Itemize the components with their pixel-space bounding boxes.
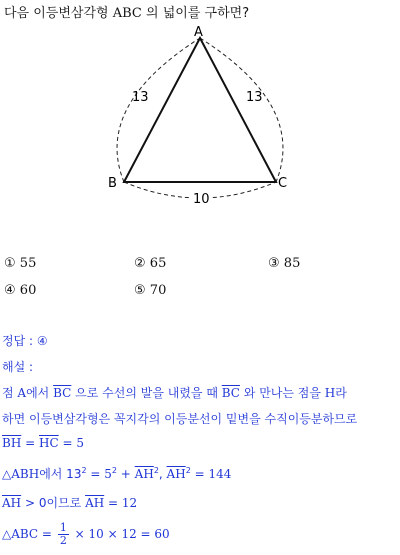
triangle-figure [0, 0, 400, 220]
answer-label: 정답 : ④ [2, 334, 48, 348]
side-ab-label: 13 [132, 90, 149, 105]
explanation-label: 해설 : [2, 360, 34, 374]
solution-line-3: $\overline{BH} = \overline{HC} = 5$ [2, 436, 84, 450]
option-3[interactable]: ③ 85 [268, 256, 301, 271]
option-4[interactable]: ④ 60 [4, 283, 37, 298]
side-ac-label: 13 [246, 90, 263, 105]
option-5[interactable]: ⑤ 70 [134, 283, 167, 298]
triangle-name: ABC [112, 6, 142, 21]
solution-line-2: 하면 이등변삼각형은 꼭지각의 이등분선이 밑변을 수직이등분하므로 [2, 412, 358, 426]
side-bc-label: 10 [193, 192, 210, 207]
question-text: 다음 이등변삼각형 ABC 의 넓이를 구하면? [4, 6, 250, 21]
solution-line-6: △ABC = $\frac{1}{2}$ × 10 × 12 = 60 [2, 521, 170, 547]
option-2[interactable]: ② 65 [134, 256, 167, 271]
vertex-a-label: A [194, 25, 203, 40]
option-1[interactable]: ① 55 [4, 256, 37, 271]
vertex-c-label: C [278, 176, 288, 191]
solution-line-4: △ABH에서 $13^2 = 5^2 + \overline{AH}^2$, $\overline{AH}^2 = 144$ [2, 466, 232, 481]
solution-line-5: $\overline{AH} > 0$이므로 $\overline{AH} = 12$ [2, 496, 138, 510]
fraction-one-half: $\frac{1}{2}$ [59, 521, 67, 547]
solution-line-1: 점 A에서 $\overline{BC}$ 으로 수선의 발을 내렸을 때 $\overline{BC}$ 와 만나는 점을 H라 [2, 386, 347, 400]
triangle-abc [124, 38, 276, 182]
vertex-b-label: B [108, 176, 117, 191]
